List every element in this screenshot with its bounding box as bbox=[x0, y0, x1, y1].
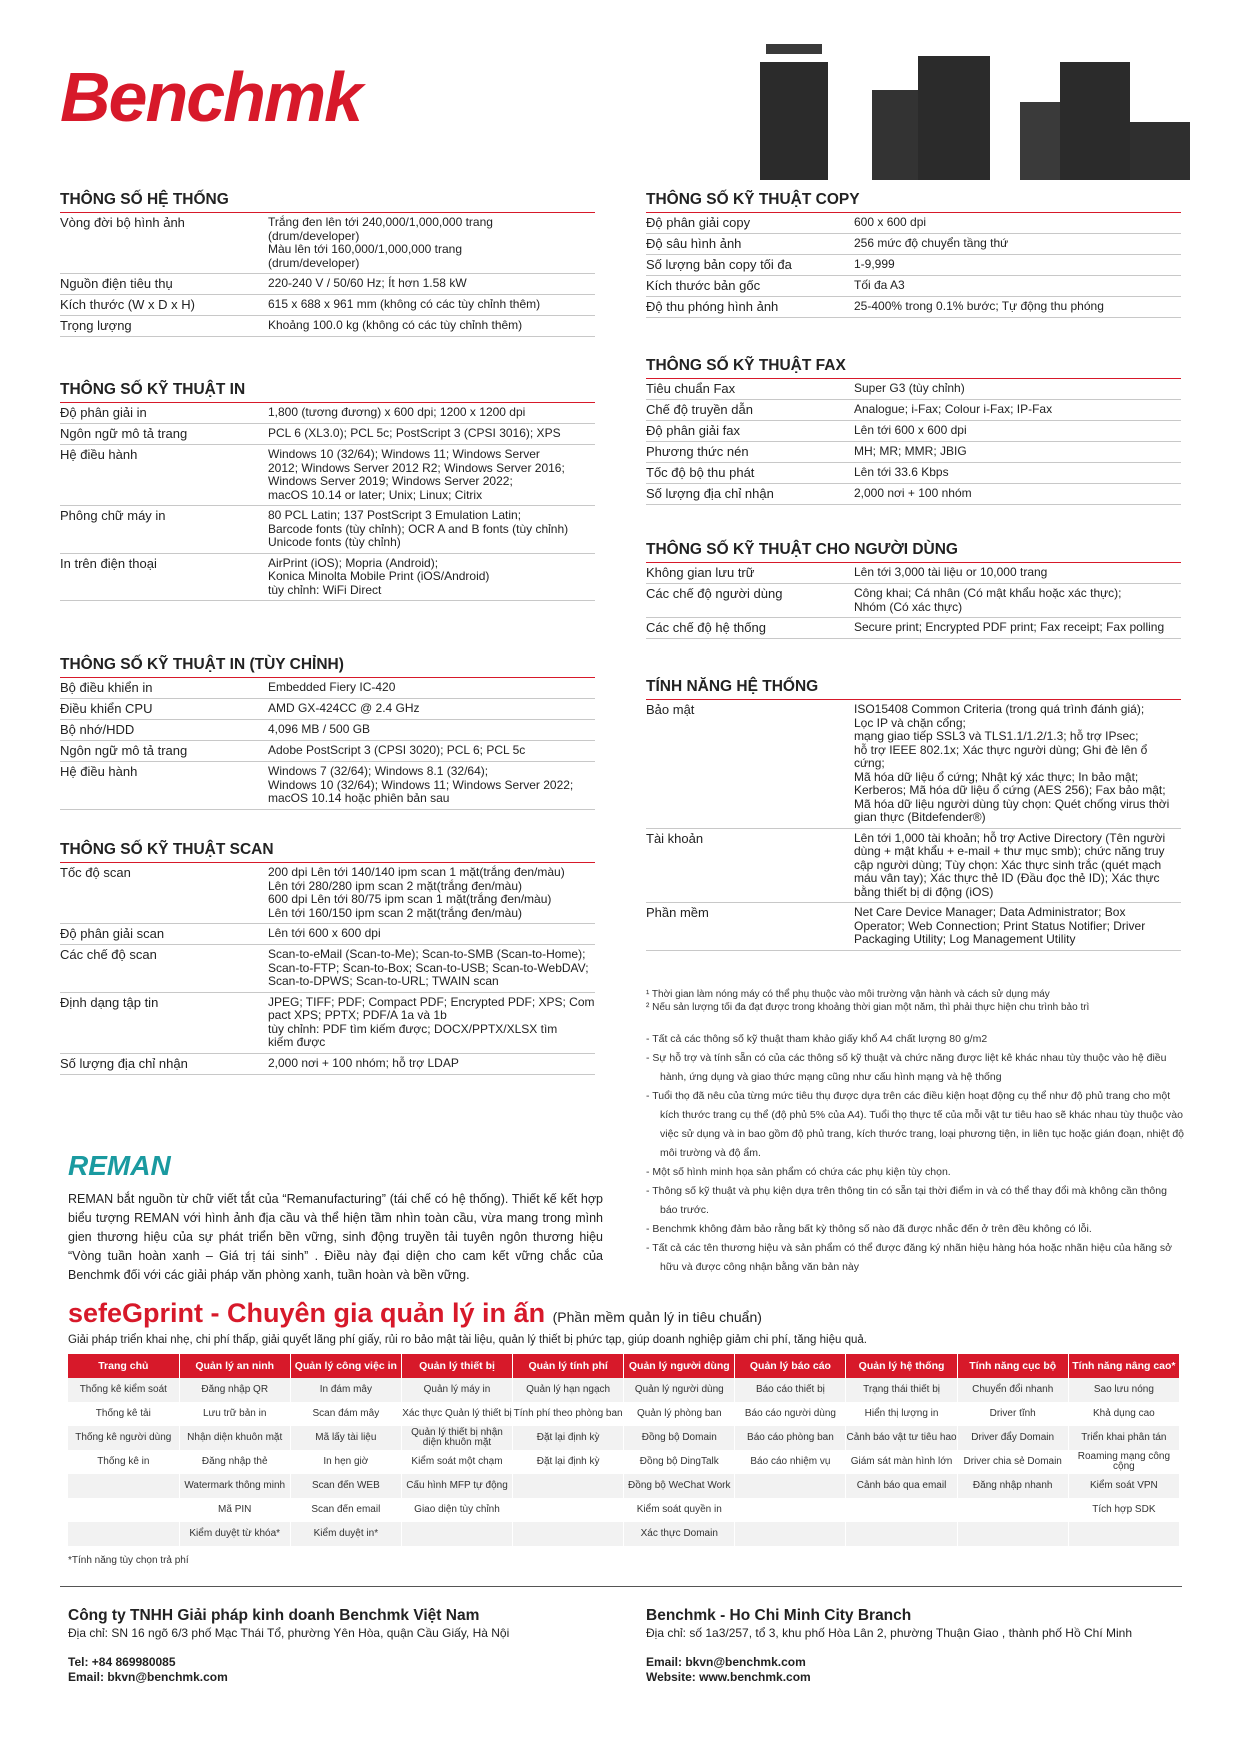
spec-row bbox=[60, 699, 595, 720]
feature-cell: Triển khai phân tán bbox=[1068, 1426, 1179, 1450]
feature-cell bbox=[735, 1474, 846, 1498]
footer-divider bbox=[60, 1586, 1182, 1587]
company-hanoi-tel: Tel: +84 869980085 bbox=[68, 1655, 176, 1669]
spec-section-title: THÔNG SỐ KỸ THUẬT IN bbox=[60, 380, 595, 403]
feature-cell: Thống kê in bbox=[68, 1450, 179, 1474]
spec-row bbox=[646, 563, 1181, 584]
feature-cell: Quản lý phòng ban bbox=[624, 1402, 735, 1426]
spec-label: Độ phân giải copy bbox=[646, 215, 751, 230]
feature-cell: Mã lấy tài liệu bbox=[290, 1426, 401, 1450]
feature-cell: Cảnh báo qua email bbox=[846, 1474, 957, 1498]
finisher-image-2 bbox=[872, 90, 918, 180]
feature-cell bbox=[957, 1522, 1068, 1546]
spec-row bbox=[60, 741, 595, 762]
spec-value: 4,096 MB / 500 GB bbox=[268, 722, 371, 736]
spec-section bbox=[60, 840, 595, 1075]
reman-description: REMAN bắt nguồn từ chữ viết tắt của “Remanufacturing” (tái chế có hệ thống). Thiết kế kết hợp biểu tượng REMAN với hình ảnh địa cầu và thể hiện tầm nhìn toàn cầu, vừa mang trong mình gien thương hiệu của sự phát triển bền vững, sinh động truyền tải tuyên ngôn thương hiệu “Vòng tuần hoàn xanh – Giá trị tái sinh” . Điều này đại diện cho cam kết vững chắc của Benchmk đối với các giải pháp văn phòng xanh, tuần hoàn và bền vững. bbox=[68, 1192, 603, 1282]
feature-cell: Khả dụng cao bbox=[1068, 1402, 1179, 1426]
feature-cell: Đặt lại định kỳ bbox=[513, 1426, 624, 1450]
spec-value: PCL 6 (XL3.0); PCL 5c; PostScript 3 (CPSI 3016); XPS bbox=[268, 426, 561, 440]
feature-cell: Báo cáo nhiệm vụ bbox=[735, 1450, 846, 1474]
spec-value: Scan-to-eMail (Scan-to-Me); Scan-to-SMB (Scan-to-Home); Scan-to-FTP; Scan-to-Box; Scan-to-USB; Scan-to-WebDAV; Scan-to-DPWS; Scan-to-URL; TWAIN scan bbox=[268, 947, 589, 988]
feature-cell: Kiểm soát một chạm bbox=[401, 1450, 512, 1474]
feature-cell bbox=[1068, 1522, 1179, 1546]
spec-row bbox=[646, 442, 1181, 463]
feature-table-row bbox=[68, 1426, 1180, 1450]
spec-label: Nguồn điện tiêu thụ bbox=[60, 276, 173, 291]
spec-value: 256 mức độ chuyển tầng thứ bbox=[854, 236, 1009, 250]
feature-cell: Thống kê tải bbox=[68, 1402, 179, 1426]
feature-cell: Quản lý thiết bị nhận diện khuôn mặt bbox=[401, 1426, 512, 1450]
spec-label: Độ phân giải scan bbox=[60, 926, 165, 941]
note-item: - Tất cả các thông số kỹ thuật tham khảo giấy khổ A4 chất lượng 80 g/m2 bbox=[646, 1033, 988, 1045]
feature-cell: Hiển thị lượng in bbox=[846, 1402, 957, 1426]
feature-cell: Quản lý người dùng bbox=[624, 1378, 735, 1402]
feature-column-header: Quản lý hệ thống bbox=[846, 1354, 957, 1378]
note-item: - Benchmk không đảm bảo rằng bất kỳ thông số nào đã được nhắc đến ở trên đều không có lỗi. bbox=[646, 1223, 1092, 1235]
feature-cell bbox=[401, 1522, 512, 1546]
feature-column-header: Quản lý công việc in bbox=[290, 1354, 401, 1378]
spec-row bbox=[646, 584, 1181, 618]
feature-column-header: Tính năng cục bộ bbox=[957, 1354, 1068, 1378]
feature-cell: Trạng thái thiết bị bbox=[846, 1378, 957, 1402]
feature-cell: Quản lý hạn ngạch bbox=[513, 1378, 624, 1402]
spec-row bbox=[646, 379, 1181, 400]
feature-table-row bbox=[68, 1522, 1180, 1546]
feature-cell: Đồng bộ Domain bbox=[624, 1426, 735, 1450]
note-item: - Tất cả các tên thương hiệu và sản phẩm có thể được đăng ký nhãn hiệu hàng hóa hoặc nhãn hiệu của hãng sở hữu và được công nhận bằng văn bản này bbox=[646, 1242, 1173, 1273]
feature-cell: In hẹn giờ bbox=[290, 1450, 401, 1474]
spec-section bbox=[60, 380, 595, 601]
company-hanoi-address: Địa chỉ: SN 16 ngõ 6/3 phố Mạc Thái Tổ, phường Yên Hòa, quận Cầu Giấy, Hà Nội bbox=[68, 1626, 510, 1640]
feature-table-body bbox=[68, 1378, 1180, 1546]
spec-section-title: THÔNG SỐ HỆ THỐNG bbox=[60, 190, 595, 213]
feature-cell bbox=[735, 1522, 846, 1546]
spec-section-title: TÍNH NĂNG HỆ THỐNG bbox=[646, 677, 1181, 700]
spec-row bbox=[646, 618, 1181, 639]
spec-row bbox=[60, 403, 595, 424]
spec-row bbox=[60, 274, 595, 295]
feature-cell: Xác thực Domain bbox=[624, 1522, 735, 1546]
company-hanoi-email: Email: bkvn@benchmk.com bbox=[68, 1670, 228, 1684]
spec-row bbox=[60, 993, 595, 1054]
spec-row bbox=[60, 316, 595, 337]
feature-table-row bbox=[68, 1402, 1180, 1426]
feature-cell: Báo cáo thiết bị bbox=[735, 1378, 846, 1402]
spec-value: 220-240 V / 50/60 Hz; Ít hơn 1.58 kW bbox=[268, 276, 467, 290]
spec-value: 2,000 nơi + 100 nhóm; hỗ trợ LDAP bbox=[268, 1055, 459, 1070]
spec-row bbox=[646, 213, 1181, 234]
spec-row bbox=[60, 295, 595, 316]
spec-value: 600 x 600 dpi bbox=[854, 215, 927, 229]
spec-value: 1,800 (tương đương) x 600 dpi; 1200 x 1200 dpi bbox=[268, 405, 526, 419]
spec-value: Windows 10 (32/64); Windows 11; Windows Server 2012; Windows Server 2012 R2; Windows Server 2016; Windows Server 2019; Windows Server 2022; macOS 10.14 or later; Unix; Linux; Citrix bbox=[268, 447, 565, 502]
spec-row bbox=[646, 234, 1181, 255]
feature-cell bbox=[513, 1522, 624, 1546]
feature-column-header: Quản lý tính phí bbox=[513, 1354, 624, 1378]
spec-row bbox=[60, 945, 595, 993]
feature-cell: Tích hợp SDK bbox=[1068, 1498, 1179, 1522]
spec-section-title: THÔNG SỐ KỸ THUẬT IN (TÙY CHỈNH) bbox=[60, 655, 595, 678]
feature-cell: Báo cáo phòng ban bbox=[735, 1426, 846, 1450]
feature-cell: Thống kê kiểm soát bbox=[68, 1378, 179, 1402]
spec-label: Độ phân giải in bbox=[60, 405, 147, 420]
feature-cell bbox=[846, 1522, 957, 1546]
company-hcm-website: Website: www.benchmk.com bbox=[646, 1670, 811, 1684]
spec-section bbox=[60, 190, 595, 337]
note-item: - Một số hình minh họa sản phẩm có chứa các phụ kiện tùy chọn. bbox=[646, 1166, 951, 1178]
spec-section bbox=[646, 356, 1181, 505]
feature-cell: Đăng nhập thẻ bbox=[179, 1450, 290, 1474]
safeg-subtitle: (Phần mềm quản lý in tiêu chuẩn) bbox=[552, 1309, 762, 1325]
spec-label: Các chế độ hệ thống bbox=[646, 620, 766, 635]
spec-section-title: THÔNG SỐ KỸ THUẬT SCAN bbox=[60, 840, 595, 863]
spec-label: Kích thước (W x D x H) bbox=[60, 297, 195, 312]
spec-label: Định dạng tập tin bbox=[60, 994, 159, 1010]
spec-label: Các chế độ người dùng bbox=[646, 586, 783, 601]
feature-cell: Kiểm soát quyền in bbox=[624, 1498, 735, 1522]
feature-cell: Tính phí theo phòng ban bbox=[513, 1402, 624, 1426]
feature-cell: Giám sát màn hình lớn bbox=[846, 1450, 957, 1474]
spec-label: Trọng lượng bbox=[60, 318, 132, 333]
printer-image-2 bbox=[918, 56, 990, 180]
feature-cell: Đăng nhập QR bbox=[179, 1378, 290, 1402]
printer-scanner-1 bbox=[766, 44, 822, 54]
footnote-2: ² Nếu sản lượng tối đa đạt được trong khoảng thời gian một năm, thì phải thực hiện chu trình bảo trì bbox=[646, 1002, 1090, 1013]
spec-value: Net Care Device Manager; Data Administrator; Box Operator; Web Connection; Print Status Notifier; Driver Packaging Utility; Log Management Utility bbox=[854, 905, 1146, 946]
spec-row bbox=[646, 829, 1181, 904]
feature-table-row bbox=[68, 1498, 1180, 1522]
feature-column-header: Quản lý thiết bị bbox=[401, 1354, 512, 1378]
feature-cell: Đồng bộ WeChat Work bbox=[624, 1474, 735, 1498]
spec-row bbox=[60, 762, 595, 810]
spec-label: Tốc độ bộ thu phát bbox=[646, 465, 755, 480]
spec-value: AirPrint (iOS); Mopria (Android); Konica Minolta Mobile Print (iOS/Android) tùy chỉnh: WiFi Direct bbox=[268, 555, 490, 597]
spec-section bbox=[60, 655, 595, 810]
spec-label: Kích thước bản gốc bbox=[646, 278, 761, 293]
feature-column-header: Quản lý báo cáo bbox=[735, 1354, 846, 1378]
spec-label: Các chế độ scan bbox=[60, 947, 157, 962]
company-hcm bbox=[646, 1606, 1206, 1685]
spec-row bbox=[60, 445, 595, 506]
spec-section-title: THÔNG SỐ KỸ THUẬT FAX bbox=[646, 356, 1181, 379]
safeg-feature-table bbox=[68, 1354, 1180, 1546]
feature-cell: Thống kê người dùng bbox=[68, 1426, 179, 1450]
feature-cell: Kiểm duyệt in* bbox=[290, 1522, 401, 1546]
finisher-image-3 bbox=[1020, 102, 1060, 180]
spec-label: Bộ nhớ/HDD bbox=[60, 722, 135, 737]
feature-cell bbox=[846, 1498, 957, 1522]
spec-value: 25-400% trong 0.1% bước; Tự động thu phóng bbox=[854, 299, 1104, 313]
spec-label: Phông chữ máy in bbox=[60, 508, 166, 523]
spec-row bbox=[646, 700, 1181, 829]
spec-row bbox=[60, 213, 595, 274]
spec-section-title: THÔNG SỐ KỸ THUẬT COPY bbox=[646, 190, 1181, 213]
feature-cell: Driver chia sẻ Domain bbox=[957, 1450, 1068, 1474]
note-item: - Sự hỗ trợ và tính sẵn có của các thông số kỹ thuật và chức năng được liệt kê khác nhau tùy thuộc vào hệ điều hành, ứng dụng và giao thức mạng cũng như cấu hình mạng và hệ thống bbox=[646, 1052, 1167, 1083]
spec-label: Số lượng bản copy tối đa bbox=[646, 257, 792, 272]
feature-cell: Watermark thông minh bbox=[179, 1474, 290, 1498]
spec-label: Số lượng địa chỉ nhận bbox=[60, 1055, 188, 1071]
feature-column-header: Tính năng nâng cao* bbox=[1068, 1354, 1179, 1378]
spec-label: Vòng đời bộ hình ảnh bbox=[60, 215, 185, 230]
spec-value: AMD GX-424CC @ 2.4 GHz bbox=[268, 701, 420, 715]
spec-value: Lên tới 1,000 tài khoản; hỗ trợ Active Directory (Tên người dùng + mật khẩu + e-mail + thư mục smb); chức năng truy cập người dùng; Tùy chọn: Xác thực sinh trắc (quét mạch máu vân tay); Xác thực thẻ ID (Đầu đọc thẻ ID); Xác thực bằng thiết bị di động (iOS) bbox=[854, 830, 1166, 899]
feature-table-row bbox=[68, 1450, 1180, 1474]
safeg-description: Giải pháp triển khai nhẹ, chi phí thấp, giải quyết lãng phí giấy, rủi ro bảo mật tài liệu, quản lý thiết bị phức tạp, giúp doanh nghiệp giảm chi phí, tăng hiệu quả. bbox=[68, 1334, 867, 1346]
printer-image-1 bbox=[760, 62, 828, 180]
feature-table-row bbox=[68, 1378, 1180, 1402]
feature-cell bbox=[513, 1498, 624, 1522]
feature-cell: Scan đến email bbox=[290, 1498, 401, 1522]
spec-row bbox=[60, 1054, 595, 1075]
company-hanoi bbox=[68, 1606, 628, 1685]
spec-row bbox=[60, 554, 595, 602]
spec-label: Không gian lưu trữ bbox=[646, 565, 755, 580]
feature-cell bbox=[68, 1498, 179, 1522]
spec-label: Hệ điều hành bbox=[60, 764, 138, 779]
spec-label: Điều khiển CPU bbox=[60, 701, 153, 716]
spec-value: 2,000 nơi + 100 nhóm bbox=[854, 486, 972, 500]
spec-label: Ngôn ngữ mô tả trang bbox=[60, 426, 188, 441]
feature-cell: Lưu trữ bản in bbox=[179, 1402, 290, 1426]
spec-row bbox=[646, 255, 1181, 276]
company-hcm-address: Địa chỉ: số 1a3/257, tổ 3, khu phố Hòa Lân 2, phường Thuận Giao , thành phố Hồ Chí Minh bbox=[646, 1626, 1132, 1640]
spec-value: Khoảng 100.0 kg (không có các tùy chỉnh thêm) bbox=[268, 318, 523, 332]
spec-value: Embedded Fiery IC-420 bbox=[268, 680, 396, 694]
paper-feeder-image-3 bbox=[1130, 122, 1190, 180]
spec-row bbox=[646, 276, 1181, 297]
spec-label: Ngôn ngữ mô tả trang bbox=[60, 743, 188, 758]
spec-value: Công khai; Cá nhân (Có mật khẩu hoặc xác thực); Nhóm (Có xác thực) bbox=[854, 586, 1122, 614]
feature-cell bbox=[957, 1498, 1068, 1522]
feature-cell: Kiểm duyệt từ khóa* bbox=[179, 1522, 290, 1546]
feature-cell bbox=[513, 1474, 624, 1498]
spec-value: Secure print; Encrypted PDF print; Fax receipt; Fax polling bbox=[854, 620, 1165, 634]
spec-row bbox=[646, 463, 1181, 484]
spec-value: Windows 7 (32/64); Windows 8.1 (32/64); Windows 10 (32/64); Windows 11; Windows Server 2022; macOS 10.14 hoặc phiên bản sau bbox=[268, 764, 574, 805]
spec-row bbox=[646, 421, 1181, 442]
spec-label: Bộ điều khiển in bbox=[60, 680, 153, 695]
feature-cell: Báo cáo người dùng bbox=[735, 1402, 846, 1426]
feature-column-header: Trang chủ bbox=[68, 1354, 179, 1378]
spec-value: Lên tới 600 x 600 dpi bbox=[854, 423, 967, 437]
paid-feature-note: *Tính năng tùy chọn trả phí bbox=[68, 1555, 189, 1566]
spec-value: 80 PCL Latin; 137 PostScript 3 Emulation Latin; Barcode fonts (tùy chỉnh); OCR A and B fonts (tùy chỉnh) Unicode fonts (tùy chỉnh) bbox=[268, 508, 569, 549]
feature-cell bbox=[68, 1474, 179, 1498]
feature-cell: Xác thực Quản lý thiết bị bbox=[401, 1402, 512, 1426]
spec-row bbox=[60, 924, 595, 945]
note-item: - Thông số kỹ thuật và phụ kiện dựa trên thông tin có sẵn tại thời điểm in và có thể thay đổi mà không cần thông báo trước. bbox=[646, 1185, 1167, 1216]
feature-cell: Scan đám mây bbox=[290, 1402, 401, 1426]
reman-logo: REMAN bbox=[68, 1150, 171, 1181]
company-hcm-email: Email: bkvn@benchmk.com bbox=[646, 1655, 806, 1669]
spec-row bbox=[646, 400, 1181, 421]
spec-section bbox=[646, 540, 1181, 639]
spec-label: Phần mềm bbox=[646, 905, 709, 920]
spec-label: Tài khoản bbox=[646, 830, 704, 846]
printer-images bbox=[760, 48, 1190, 180]
feature-cell: Nhận diện khuôn mặt bbox=[179, 1426, 290, 1450]
feature-cell: Driver tĩnh bbox=[957, 1402, 1068, 1426]
spec-row bbox=[646, 903, 1181, 951]
feature-cell bbox=[735, 1498, 846, 1522]
spec-label: Độ thu phóng hình ảnh bbox=[646, 299, 779, 314]
spec-value: ISO15408 Common Criteria (trong quá trình đánh giá); Lọc IP và chặn cổng; mạng giao tiếp SSL3 và TLS1.1/1.2/1.3; hỗ trợ IPsec; hỗ trợ IEEE 802.1x; Xác thực người dùng; Ghi đè lên ổ cứng; Mã hóa dữ liệu ổ cứng; Nhật ký xác thực; In bảo mật; Kerberos; Mã hóa dữ liệu ổ cứng (AES 256); Fax bảo mật; Mã hóa dữ liệu người dùng tùy chọn: Quét chống virus thời gian thực (Bitdefender®) bbox=[854, 702, 1170, 824]
feature-cell: Kiểm soát VPN bbox=[1068, 1474, 1179, 1498]
spec-label: Tiêu chuẩn Fax bbox=[646, 381, 736, 396]
printer-image-3 bbox=[1060, 62, 1130, 180]
feature-cell: In đám mây bbox=[290, 1378, 401, 1402]
spec-value: JPEG; TIFF; PDF; Compact PDF; Encrypted PDF; XPS; Com pact XPS; PPTX; PDF/A 1a và 1b tùy chỉnh: PDF tìm kiếm được; DOCX/PPTX/XLSX tìm kiếm được bbox=[268, 994, 595, 1049]
feature-cell: Đồng bộ DingTalk bbox=[624, 1450, 735, 1474]
footnote-1: ¹ Thời gian làm nóng máy có thể phụ thuộc vào môi trường vận hành và cách sử dụng máy bbox=[646, 989, 1050, 1000]
notes-list bbox=[646, 1030, 1186, 1277]
feature-cell: Giao diện tùy chỉnh bbox=[401, 1498, 512, 1522]
spec-row bbox=[60, 678, 595, 699]
spec-value: Lên tới 3,000 tài liệu or 10,000 trang bbox=[854, 565, 1048, 579]
spec-label: Độ phân giải fax bbox=[646, 423, 740, 438]
feature-column-header: Quản lý người dùng bbox=[624, 1354, 735, 1378]
spec-value: MH; MR; MMR; JBIG bbox=[854, 444, 967, 458]
safeg-title bbox=[68, 1298, 762, 1329]
spec-value: Lên tới 33.6 Kbps bbox=[854, 465, 949, 479]
spec-row bbox=[646, 484, 1181, 505]
feature-cell bbox=[68, 1522, 179, 1546]
spec-value: Analogue; i-Fax; Colour i-Fax; IP-Fax bbox=[854, 402, 1053, 416]
spec-label: Độ sâu hình ảnh bbox=[646, 236, 742, 251]
safeg-title-text: sefeGprint - Chuyên gia quản lý in ấn bbox=[68, 1298, 546, 1328]
spec-value: Lên tới 600 x 600 dpi bbox=[268, 926, 381, 940]
spec-label: In trên điện thoại bbox=[60, 555, 157, 571]
brand-logo: Benchmk bbox=[60, 58, 362, 136]
spec-label: Tốc độ scan bbox=[60, 865, 131, 880]
spec-label: Hệ điều hành bbox=[60, 447, 138, 462]
spec-section bbox=[646, 677, 1181, 951]
note-item: - Tuổi thọ đã nêu của từng mức tiêu thụ được dựa trên các điều kiện hoạt động cụ thể như độ phủ trang cho một kích thước trang cụ thể (độ phủ 5% của A4). Tuổi thọ thực tế của mỗi vật tư tiêu hao sẽ khác nhau tùy thuộc vào việc sử dụng và in bao gồm độ phủ trang, kích thước trang, loại phương tiện, in liên tục hoặc gián đoạn, nhiệt độ môi trường và độ ẩm. bbox=[646, 1090, 1185, 1159]
spec-value: Adobe PostScript 3 (CPSI 3020); PCL 6; PCL 5c bbox=[268, 743, 526, 757]
feature-cell: Sao lưu nóng bbox=[1068, 1378, 1179, 1402]
spec-section bbox=[646, 190, 1181, 318]
feature-cell: Roaming mạng công cộng bbox=[1068, 1450, 1179, 1474]
feature-cell: Cấu hình MFP tự động bbox=[401, 1474, 512, 1498]
feature-cell: Đặt lại định kỳ bbox=[513, 1450, 624, 1474]
company-hcm-name: Benchmk - Ho Chi Minh City Branch bbox=[646, 1607, 912, 1624]
company-hanoi-name: Công ty TNHH Giải pháp kinh doanh Benchmk Việt Nam bbox=[68, 1607, 480, 1624]
spec-value: 1-9,999 bbox=[854, 257, 895, 271]
spec-label: Phương thức nén bbox=[646, 444, 749, 459]
spec-row bbox=[60, 720, 595, 741]
footnotes bbox=[646, 988, 1186, 1014]
spec-row bbox=[646, 297, 1181, 318]
spec-value: Super G3 (tùy chỉnh) bbox=[854, 381, 965, 395]
feature-cell: Quản lý máy in bbox=[401, 1378, 512, 1402]
feature-cell: Scan đến WEB bbox=[290, 1474, 401, 1498]
feature-cell: Đăng nhập nhanh bbox=[957, 1474, 1068, 1498]
spec-value: Tối đa A3 bbox=[854, 278, 905, 292]
spec-label: Số lượng địa chỉ nhận bbox=[646, 486, 774, 501]
spec-value: Trắng đen lên tới 240,000/1,000,000 trang (drum/developer) Màu lên tới 160,000/1,000,000 trang (drum/developer) bbox=[268, 215, 493, 270]
feature-cell: Cảnh báo vật tư tiêu hao bbox=[846, 1426, 957, 1450]
feature-cell: Driver đẩy Domain bbox=[957, 1426, 1068, 1450]
spec-value: 200 dpi Lên tới 140/140 ipm scan 1 mặt(trắng đen/màu) Lên tới 280/280 ipm scan 2 mặt(trắng đen/màu) 600 dpi Lên tới 80/75 ipm scan 1 mặt(trắng đen/màu) Lên tới 160/150 ipm scan 2 mặt(trắng đen/màu) bbox=[268, 865, 565, 920]
spec-section-title: THÔNG SỐ KỸ THUẬT CHO NGƯỜI DÙNG bbox=[646, 540, 1181, 563]
feature-column-header: Quản lý an ninh bbox=[179, 1354, 290, 1378]
spec-row bbox=[60, 506, 595, 554]
spec-label: Chế độ truyền dẫn bbox=[646, 402, 753, 417]
feature-table-header bbox=[68, 1354, 1180, 1378]
feature-cell: Chuyển đổi nhanh bbox=[957, 1378, 1068, 1402]
feature-table-row bbox=[68, 1474, 1180, 1498]
spec-row bbox=[60, 863, 595, 924]
spec-label: Bảo mật bbox=[646, 702, 695, 717]
spec-row bbox=[60, 424, 595, 445]
feature-cell: Mã PIN bbox=[179, 1498, 290, 1522]
spec-value: 615 x 688 x 961 mm (không có các tùy chỉnh thêm) bbox=[268, 297, 541, 311]
